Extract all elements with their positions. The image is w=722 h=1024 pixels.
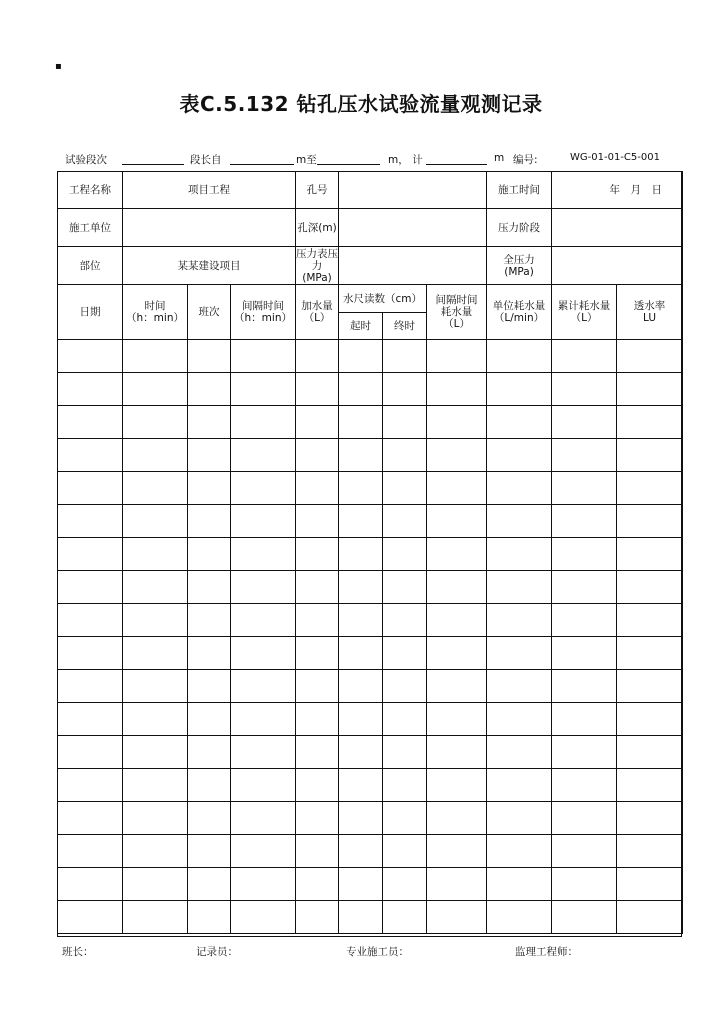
segment-to-blank[interactable] xyxy=(317,164,380,165)
segment-from-blank[interactable] xyxy=(230,164,294,165)
col-unit-consumption-label: 单位耗水量 xyxy=(492,300,546,312)
col-interval-consumption-unit: （L） xyxy=(443,318,470,330)
number-value: WG-01-01-C5-001 xyxy=(570,152,660,163)
col-interval-consumption-2: 耗水量 xyxy=(440,306,473,318)
col-start: 起时 xyxy=(339,313,383,340)
col-water-added-label: 加水量 xyxy=(301,300,333,312)
section-label: 试验段次 xyxy=(65,154,107,166)
col-gauge-reading: 水尺读数（cm） xyxy=(339,285,427,313)
unit-m: m xyxy=(494,152,505,164)
section-blank[interactable] xyxy=(122,164,184,165)
col-time-unit: （h：min） xyxy=(126,312,184,324)
total-label: m， 计 xyxy=(388,154,423,166)
gauge-pressure-text: 压力表压力 xyxy=(296,247,339,272)
number-label: 编号: xyxy=(513,154,538,166)
col-permeability-unit: LU xyxy=(643,312,657,324)
project-name-label: 工程名称 xyxy=(58,172,123,209)
pressure-stage-label: 压力阶段 xyxy=(487,209,552,247)
location-label: 部位 xyxy=(58,247,123,285)
col-shift: 班次 xyxy=(188,285,231,340)
corner-marker: ▪ xyxy=(55,61,62,72)
col-unit-consumption-unit: （L/min） xyxy=(493,312,545,324)
total-pressure-text: 全压力 xyxy=(503,253,535,266)
team-leader-label: 班长： xyxy=(62,946,94,958)
construction-unit-label: 施工单位 xyxy=(58,209,123,247)
gauge-pressure-unit: (MPa) xyxy=(302,271,332,284)
construction-time-value[interactable]: 年 月 日 xyxy=(552,172,683,209)
col-date: 日期 xyxy=(58,285,123,340)
hole-depth-label: 孔深(m) xyxy=(296,209,339,247)
col-interval-label: 间隔时间 xyxy=(242,300,284,312)
hole-no-label: 孔号 xyxy=(296,172,339,209)
professional-label: 专业施工员： xyxy=(346,946,409,958)
total-blank[interactable] xyxy=(426,164,487,165)
col-cumulative-unit: （L） xyxy=(570,312,598,324)
location-value[interactable]: 某某建设项目 xyxy=(123,247,296,285)
col-interval-unit: （h：min） xyxy=(234,312,292,324)
col-cumulative-label: 累计耗水量 xyxy=(557,300,611,312)
col-permeability-label: 透水率 xyxy=(633,300,666,312)
col-end: 终时 xyxy=(383,313,427,340)
supervisor-label: 监理工程师： xyxy=(515,946,578,958)
total-pressure-unit: (MPa) xyxy=(504,265,534,278)
page-title: 表C.5.132 钻孔压水试验流量观测记录 xyxy=(179,92,543,116)
col-time-label: 时间 xyxy=(144,300,166,312)
construction-time-label: 施工时间 xyxy=(487,172,552,209)
recorder-label: 记录员： xyxy=(196,946,238,958)
to-label: m至 xyxy=(296,154,317,166)
col-interval-consumption-1: 间隔时间 xyxy=(435,294,478,306)
col-water-added-unit: （L） xyxy=(303,312,331,324)
form-border xyxy=(57,171,682,937)
segment-length-label: 段长自 xyxy=(190,154,222,166)
project-name-value[interactable]: 项目工程 xyxy=(123,172,296,209)
